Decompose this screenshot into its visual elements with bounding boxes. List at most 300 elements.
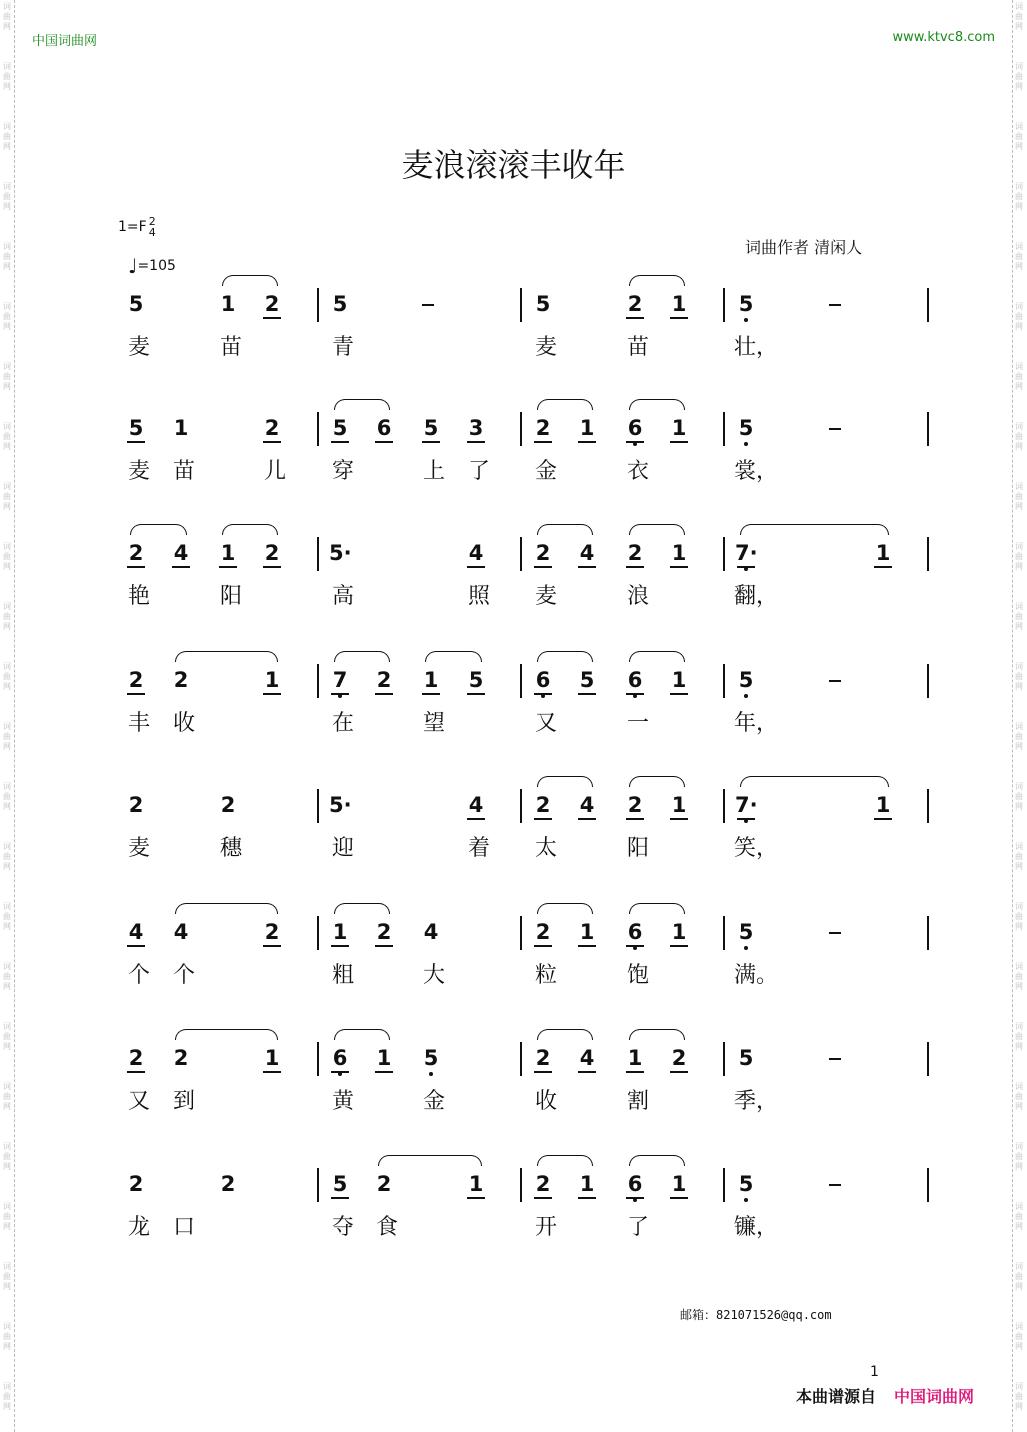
slur: [334, 903, 390, 914]
barline: [317, 537, 319, 571]
note: 2: [624, 541, 646, 565]
note: 1: [217, 541, 239, 565]
barline: [723, 537, 725, 571]
watermark-char: 词: [3, 902, 11, 911]
watermark-char: 网: [1015, 1042, 1023, 1051]
watermark-char: 词: [3, 1262, 11, 1271]
watermark-char: 词: [1015, 302, 1023, 311]
lyric: 龙: [127, 1215, 150, 1240]
note: 1: [668, 793, 690, 817]
watermark-char: 词: [3, 1082, 11, 1091]
sustain-dash: [829, 428, 841, 430]
note: 1: [220, 292, 236, 316]
watermark-char: 词: [1015, 842, 1023, 851]
slur: [537, 1155, 593, 1166]
lyric: 笑，: [734, 836, 779, 861]
watermark-char: 曲: [1015, 12, 1023, 21]
note: 2: [173, 1046, 189, 1070]
note: 2: [128, 793, 144, 817]
lyric: 食: [375, 1215, 398, 1240]
note: 2: [532, 541, 554, 565]
barline: [317, 1168, 319, 1202]
barline: [927, 789, 929, 823]
lyric: 夺: [331, 1215, 354, 1240]
watermark-char: 网: [3, 322, 11, 331]
note: 3: [465, 416, 487, 440]
sustain-dash: [829, 680, 841, 682]
note: 5: [735, 920, 757, 944]
barline: [723, 916, 725, 950]
note: 1: [872, 793, 894, 817]
watermark-char: 网: [3, 742, 11, 751]
slur: [537, 776, 593, 787]
watermark-char: 词: [1015, 2, 1023, 11]
slur: [537, 651, 593, 662]
slur: [425, 651, 482, 662]
watermark-char: 词: [1015, 1142, 1023, 1151]
lyric: 阳: [626, 836, 649, 861]
slur: [334, 1029, 390, 1040]
lyric: 满。: [734, 963, 779, 988]
slur: [334, 399, 390, 410]
barline: [723, 288, 725, 322]
note: 5: [420, 1046, 442, 1070]
note: 4: [576, 1046, 598, 1070]
lyric: 太: [534, 836, 557, 861]
lyric: 镰，: [734, 1215, 779, 1240]
note: 1: [576, 1172, 598, 1196]
lyric: 又: [127, 1089, 150, 1114]
key-signature: [118, 216, 156, 238]
watermark-char: 词: [1015, 62, 1023, 71]
note: 2: [668, 1046, 690, 1070]
watermark-char: 曲: [1015, 432, 1023, 441]
watermark-char: 网: [3, 922, 11, 931]
note: 1: [668, 541, 690, 565]
lyric: 上: [422, 459, 445, 484]
watermark-char: 曲: [1015, 1272, 1023, 1281]
note: 5: [125, 416, 147, 440]
note: 2: [532, 416, 554, 440]
watermark-char: 曲: [3, 972, 11, 981]
lyric: 金: [422, 1089, 445, 1114]
watermark-char: 曲: [3, 1272, 11, 1281]
watermark-char: 网: [3, 1342, 11, 1351]
note: 5: [535, 292, 551, 316]
slur: [378, 1155, 482, 1166]
barline: [520, 288, 522, 322]
watermark-char: 词: [3, 1022, 11, 1031]
note: 5: [329, 416, 351, 440]
slur: [629, 651, 685, 662]
note: 1: [624, 1046, 646, 1070]
lyric: 收: [534, 1089, 557, 1114]
barline: [317, 1042, 319, 1076]
watermark-char: 曲: [3, 612, 11, 621]
sustain-dash: [422, 304, 434, 306]
site-name-header: 中国词曲网: [32, 34, 98, 49]
lyric: 割: [626, 1089, 649, 1114]
lyric: 麦: [534, 584, 557, 609]
lyric: 又: [534, 711, 557, 736]
watermark-char: 网: [3, 442, 11, 451]
watermark-char: 词: [3, 782, 11, 791]
watermark-char: 曲: [1015, 312, 1023, 321]
lyric: 个: [127, 963, 150, 988]
time-top: 2: [148, 215, 156, 228]
barline: [927, 1042, 929, 1076]
watermark-char: 曲: [3, 1152, 11, 1161]
note: 2: [376, 1172, 392, 1196]
watermark-char: 网: [3, 1222, 11, 1231]
note: 5: [329, 1172, 351, 1196]
note: 4: [125, 920, 147, 944]
note: 6: [373, 416, 395, 440]
lyric: 照: [467, 584, 490, 609]
note: 2: [125, 668, 147, 692]
barline: [317, 789, 319, 823]
watermark-char: 曲: [1015, 1332, 1023, 1341]
lyric: 裳，: [734, 459, 779, 484]
barline: [317, 412, 319, 446]
watermark-char: 词: [1015, 422, 1023, 431]
note: 1: [668, 292, 690, 316]
watermark-char: 词: [3, 542, 11, 551]
note: 2: [220, 1172, 236, 1196]
slur: [537, 1029, 593, 1040]
note: 4: [576, 793, 598, 817]
lyric: 收: [172, 711, 195, 736]
barline: [520, 537, 522, 571]
note: 2: [532, 793, 554, 817]
watermark-char: 网: [3, 22, 11, 31]
barline: [723, 789, 725, 823]
note: 2: [624, 292, 646, 316]
watermark-char: 网: [1015, 142, 1023, 151]
lyric: 金: [534, 459, 557, 484]
lyric: 季，: [734, 1089, 779, 1114]
watermark-char: 网: [1015, 262, 1023, 271]
watermark-char: 词: [3, 962, 11, 971]
watermark-char: 网: [1015, 1402, 1023, 1411]
lyric: 到: [172, 1089, 195, 1114]
note: 5: [420, 416, 442, 440]
watermark-char: 曲: [3, 1212, 11, 1221]
lyric: 粒: [534, 963, 557, 988]
watermark-char: 曲: [3, 792, 11, 801]
barline: [723, 1168, 725, 1202]
note: 6: [329, 1046, 351, 1070]
lyric: 穗: [219, 836, 242, 861]
note: 7·: [735, 541, 758, 565]
watermark-char: 网: [3, 382, 11, 391]
watermark-char: 网: [1015, 742, 1023, 751]
key-label: 1=F: [118, 219, 147, 235]
watermark-char: 曲: [3, 192, 11, 201]
lyric: 麦: [127, 335, 150, 360]
slur: [537, 524, 593, 535]
watermark-char: 网: [1015, 802, 1023, 811]
slur: [629, 275, 685, 286]
note: 1: [576, 416, 598, 440]
lyric: 在: [331, 711, 354, 736]
lyric: 儿: [263, 459, 286, 484]
watermark-char: 曲: [3, 1032, 11, 1041]
barline: [927, 412, 929, 446]
watermark-char: 词: [3, 62, 11, 71]
watermark-char: 网: [1015, 202, 1023, 211]
lyric: 苗: [219, 335, 242, 360]
note: 2: [261, 416, 283, 440]
watermark-char: 词: [3, 1382, 11, 1391]
watermark-char: 曲: [1015, 1392, 1023, 1401]
watermark-char: 网: [1015, 1162, 1023, 1171]
watermark-char: 曲: [1015, 1092, 1023, 1101]
note: 5: [738, 1046, 754, 1070]
watermark-char: 曲: [1015, 792, 1023, 801]
slur: [629, 1029, 685, 1040]
watermark-char: 曲: [3, 72, 11, 81]
slur: [130, 524, 187, 535]
watermark-char: 词: [1015, 602, 1023, 611]
note: 4: [576, 541, 598, 565]
watermark-char: 词: [1015, 782, 1023, 791]
barline: [927, 916, 929, 950]
note: 1: [261, 1046, 283, 1070]
sustain-dash: [829, 932, 841, 934]
note: 6: [624, 920, 646, 944]
source-site: 中国词曲网: [894, 1387, 975, 1406]
note: 2: [373, 920, 395, 944]
slur: [537, 399, 593, 410]
note: 4: [423, 920, 439, 944]
note: 2: [532, 920, 554, 944]
watermark-char: 曲: [3, 432, 11, 441]
tempo-marking: [128, 254, 176, 278]
lyric: 麦: [534, 335, 557, 360]
watermark-char: 曲: [3, 132, 11, 141]
watermark-char: 网: [3, 682, 11, 691]
watermark-char: 网: [1015, 1222, 1023, 1231]
note: 6: [624, 416, 646, 440]
lyric: 了: [467, 459, 490, 484]
watermark-char: 词: [3, 1142, 11, 1151]
lyric: 丰: [127, 711, 150, 736]
site-url-header: www.ktvc8.com: [892, 30, 995, 45]
slur: [740, 524, 889, 535]
slur: [175, 1029, 278, 1040]
barline: [317, 288, 319, 322]
note: 6: [532, 668, 554, 692]
barline: [520, 664, 522, 698]
sustain-dash: [829, 304, 841, 306]
lyric: 迎: [331, 836, 354, 861]
watermark-char: 词: [1015, 122, 1023, 131]
watermark-char: 网: [1015, 682, 1023, 691]
note: 4: [173, 920, 189, 944]
watermark-char: 网: [3, 1282, 11, 1291]
barline: [927, 664, 929, 698]
slur: [629, 903, 685, 914]
watermark-char: 曲: [1015, 732, 1023, 741]
barline: [927, 537, 929, 571]
watermark-char: 词: [1015, 242, 1023, 251]
watermark-char: 词: [1015, 722, 1023, 731]
lyric: 麦: [127, 836, 150, 861]
watermark-char: 网: [1015, 22, 1023, 31]
lyric: 壮，: [734, 335, 779, 360]
lyric: 开: [534, 1215, 557, 1240]
lyric: 了: [626, 1215, 649, 1240]
watermark-char: 曲: [1015, 252, 1023, 261]
watermark-char: 曲: [3, 1092, 11, 1101]
barline: [520, 1042, 522, 1076]
page-number: 1: [870, 1364, 879, 1380]
watermark-char: 曲: [1015, 912, 1023, 921]
watermark-char: 词: [1015, 1322, 1023, 1331]
note: 1: [465, 1172, 487, 1196]
lyric: 着: [467, 836, 490, 861]
note: 1: [261, 668, 283, 692]
slur: [175, 903, 278, 914]
watermark-char: 词: [3, 242, 11, 251]
lyric: 浪: [626, 584, 649, 609]
watermark-char: 曲: [1015, 552, 1023, 561]
watermark-char: 曲: [3, 12, 11, 21]
barline: [723, 664, 725, 698]
watermark-char: 词: [1015, 962, 1023, 971]
source-label: 本曲谱源自: [796, 1387, 877, 1406]
note: 2: [220, 793, 236, 817]
watermark-char: 词: [3, 122, 11, 131]
tempo-value: =105: [137, 258, 176, 274]
note: 1: [872, 541, 894, 565]
lyric: 衣: [626, 459, 649, 484]
watermark-char: 曲: [1015, 1152, 1023, 1161]
barline: [927, 1168, 929, 1202]
lyric: 饱: [626, 963, 649, 988]
watermark-char: 词: [1015, 362, 1023, 371]
lyric: 苗: [626, 335, 649, 360]
watermark-char: 曲: [3, 672, 11, 681]
lyric: 黄: [331, 1089, 354, 1114]
slur: [740, 776, 889, 787]
note: 1: [668, 668, 690, 692]
watermark-char: 网: [3, 262, 11, 271]
watermark-char: 词: [3, 1202, 11, 1211]
slur: [175, 651, 278, 662]
barline: [520, 412, 522, 446]
watermark-char: 词: [1015, 902, 1023, 911]
watermark-char: 曲: [1015, 192, 1023, 201]
watermark-char: 词: [3, 842, 11, 851]
lyric: 青: [331, 335, 354, 360]
sustain-dash: [829, 1058, 841, 1060]
watermark-char: 曲: [1015, 72, 1023, 81]
slur: [629, 776, 685, 787]
watermark-char: 词: [1015, 1202, 1023, 1211]
note: 5: [576, 668, 598, 692]
watermark-char: 词: [3, 722, 11, 731]
note: 4: [465, 541, 487, 565]
watermark-char: 网: [1015, 502, 1023, 511]
note: 6: [624, 1172, 646, 1196]
note: 4: [170, 541, 192, 565]
lyric: 苗: [172, 459, 195, 484]
note: 5: [735, 1172, 757, 1196]
watermark-char: 网: [3, 982, 11, 991]
note: 2: [532, 1046, 554, 1070]
watermark-char: 曲: [1015, 672, 1023, 681]
note: 5: [735, 292, 757, 316]
watermark-char: 曲: [1015, 852, 1023, 861]
note: 2: [261, 920, 283, 944]
watermark-char: 词: [3, 2, 11, 11]
source-credit: [796, 1384, 974, 1407]
watermark-char: 词: [1015, 1382, 1023, 1391]
lyric: 一: [626, 711, 649, 736]
note: 1: [668, 416, 690, 440]
watermark-char: 曲: [1015, 612, 1023, 621]
lyric: 翻，: [734, 584, 779, 609]
note: 2: [532, 1172, 554, 1196]
watermark-char: 网: [1015, 82, 1023, 91]
watermark-char: 词: [1015, 182, 1023, 191]
watermark-char: 词: [3, 1322, 11, 1331]
slur: [222, 524, 278, 535]
barline: [520, 916, 522, 950]
watermark-char: 曲: [3, 252, 11, 261]
watermark-char: 曲: [1015, 132, 1023, 141]
watermark-char: 词: [3, 362, 11, 371]
note: 2: [128, 1172, 144, 1196]
lyric: 口: [172, 1215, 195, 1240]
sustain-dash: [829, 1184, 841, 1186]
watermark-char: 网: [3, 1402, 11, 1411]
watermark-char: 曲: [3, 552, 11, 561]
watermark-char: 词: [3, 662, 11, 671]
watermark-char: 网: [3, 82, 11, 91]
watermark-char: 网: [1015, 1282, 1023, 1291]
watermark-char: 网: [1015, 622, 1023, 631]
barline: [927, 288, 929, 322]
note: 5: [465, 668, 487, 692]
barline: [317, 664, 319, 698]
watermark-char: 网: [1015, 442, 1023, 451]
watermark-char: 网: [1015, 562, 1023, 571]
watermark-char: 网: [3, 862, 11, 871]
note: 2: [261, 541, 283, 565]
note: 6: [624, 668, 646, 692]
note: 5: [735, 416, 757, 440]
watermark-char: 网: [3, 1042, 11, 1051]
song-title: 麦浪滚滚丰收年: [401, 146, 626, 184]
slur: [334, 651, 390, 662]
note: 5: [735, 668, 757, 692]
watermark-char: 曲: [1015, 1212, 1023, 1221]
note: 1: [420, 668, 442, 692]
note: 5: [332, 292, 348, 316]
quarter-note-icon: ♩: [128, 254, 138, 278]
watermark-char: 网: [3, 622, 11, 631]
watermark-char: 曲: [3, 912, 11, 921]
lyric: 穿: [331, 459, 354, 484]
lyric: 个: [172, 963, 195, 988]
note: 2: [125, 541, 147, 565]
watermark-char: 网: [3, 562, 11, 571]
note: 1: [576, 920, 598, 944]
watermark-char: 曲: [3, 1392, 11, 1401]
